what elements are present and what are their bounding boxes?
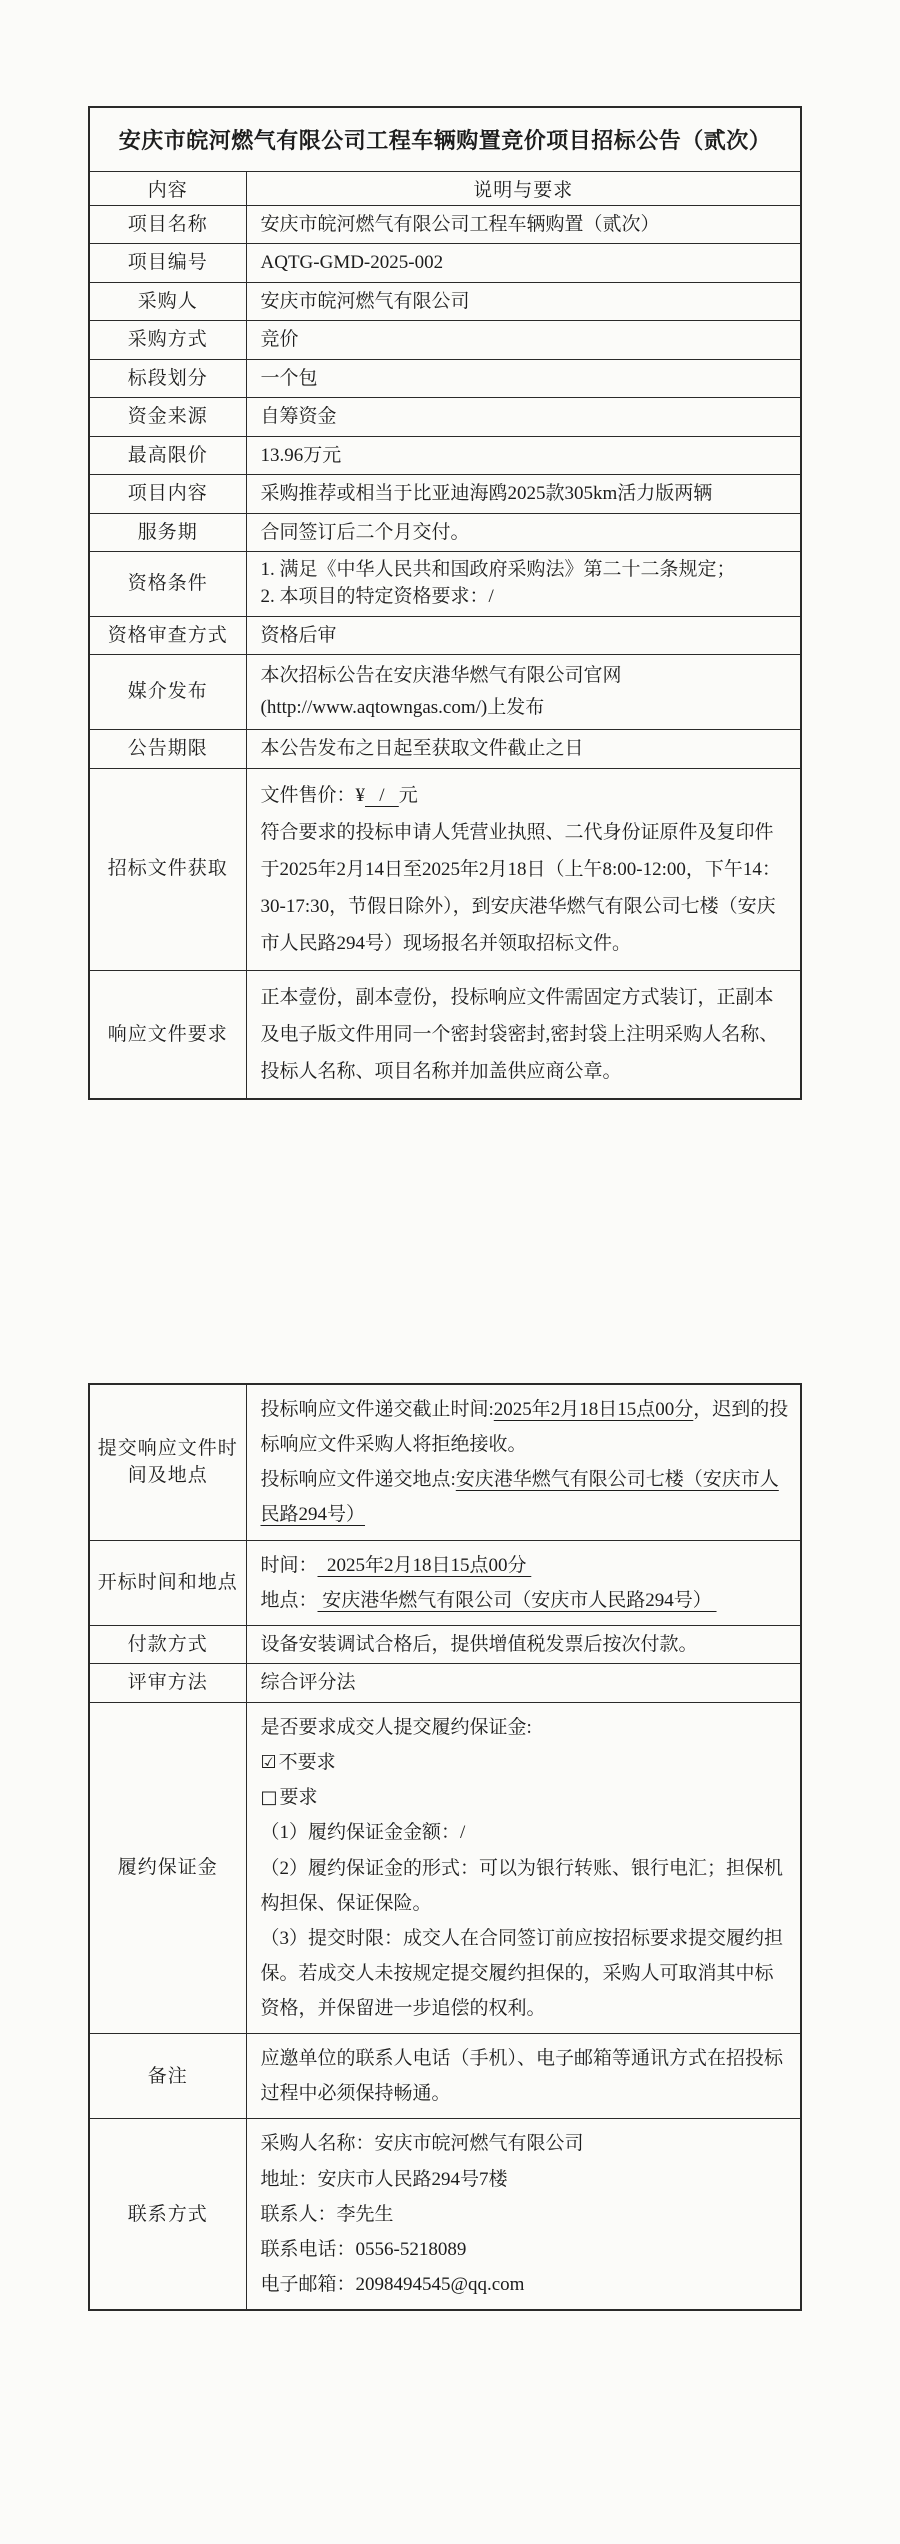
row-value: [246, 655, 801, 730]
option-label: 要求: [279, 1787, 318, 1809]
row-label: 履约保证金: [89, 1702, 246, 2033]
row-label: 评审方法: [89, 1664, 246, 1703]
price-prefix: 文件售价：¥: [260, 784, 366, 806]
table-row: [89, 1702, 801, 2033]
table-row: [89, 1384, 801, 1540]
header-content: 内容: [89, 171, 246, 205]
table-row: [89, 398, 801, 437]
bond-item-3: （3）提交时限：成交人在合同签订前应按招标要求提交履约担保。若成交人未按规定提交履约担保的，采购人可取消其中标资格，并保留进一步追偿的权利。: [260, 1927, 784, 2020]
unchecked-checkbox-icon: □: [260, 1787, 278, 1809]
row-label: 联系方式: [89, 2119, 246, 2310]
price-blank: /: [365, 784, 399, 806]
submission-info-table: [88, 1383, 802, 2311]
row-value: 资格后审: [246, 616, 801, 655]
row-value: 应邀单位的联系人电话（手机）、电子邮箱等通讯方式在招投标过程中必须保持畅通。: [246, 2034, 801, 2119]
bond-item-2: （2）履约保证金的形式：可以为银行转账、银行电汇；担保机构担保、保证保险。: [260, 1857, 784, 1914]
contact-phone: 联系电话：0556-5218089: [260, 2238, 467, 2260]
row-value: 自筹资金: [246, 398, 801, 437]
row-value: 安庆市皖河燃气有限公司: [246, 282, 801, 321]
row-label: 开标时间和地点: [89, 1540, 246, 1625]
table-row: [89, 970, 801, 1099]
place-underlined: 安庆港华燃气有限公司（安庆市人民路294号）: [317, 1589, 717, 1611]
deadline-prefix: 投标响应文件递交截止时间:: [260, 1399, 494, 1420]
document-price-line: [261, 777, 791, 814]
document-title: 安庆市皖河燃气有限公司工程车辆购置竞价项目招标公告（贰次）: [89, 107, 801, 171]
row-value: [246, 1540, 801, 1625]
deadline-suffix: ，迟到的投标响应文件采购人将拒绝接收。: [260, 1399, 789, 1456]
deadline-underlined: 2025年2月18日15点00分: [493, 1399, 694, 1420]
table-row: [89, 2034, 801, 2119]
row-label: 最高限价: [89, 436, 246, 475]
time-underlined: 2025年2月18日15点00分: [317, 1554, 532, 1576]
table-row: [89, 552, 801, 616]
bond-item-1: （1）履约保证金金额：/: [260, 1822, 466, 1844]
price-suffix: 元: [398, 784, 418, 806]
row-value: 综合评分法: [246, 1664, 801, 1703]
row-value: 本公告发布之日起至获取文件截止之日: [246, 729, 801, 768]
table-row: [89, 2119, 801, 2310]
row-label: 资格条件: [89, 552, 246, 616]
table-row: [89, 436, 801, 475]
bond-option-required: [261, 1780, 791, 1815]
header-row: [89, 171, 801, 205]
row-label: 标段划分: [89, 359, 246, 398]
row-value: 安庆市皖河燃气有限公司工程车辆购置（贰次）: [246, 205, 801, 244]
document-obtain-instructions: 符合要求的投标申请人凭营业执照、二代身份证原件及复印件于2025年2月14日至2025年2月18日（上午8:00-12:00，下午14：30-17:30，节假日除外），到安庆港华燃气有限公司七楼（安庆市人民路294号）现场报名并领取招标文件。: [260, 821, 781, 954]
row-value: 正本壹份，副本壹份，投标响应文件需固定方式装订，正副本及电子版文件用同一个密封袋密封,密封袋上注明采购人名称、投标人名称、项目名称并加盖供应商公章。: [246, 970, 801, 1099]
row-label: 项目名称: [89, 205, 246, 244]
bond-question: 是否要求成交人提交履约保证金:: [260, 1716, 532, 1738]
table-row: [89, 359, 801, 398]
row-value: [246, 1384, 801, 1540]
row-label: 项目内容: [89, 475, 246, 514]
table-row: [89, 1625, 801, 1664]
row-label: 资格审查方式: [89, 616, 246, 655]
bond-option-not-required: [261, 1745, 791, 1780]
option-label: 不要求: [278, 1752, 336, 1774]
header-description: 说明与要求: [246, 171, 801, 205]
qualification-item-1: 1. 满足《中华人民共和国政府采购法》第二十二条规定；: [260, 559, 736, 581]
row-label: 招标文件获取: [89, 768, 246, 970]
checked-checkbox-icon: ☑: [260, 1752, 277, 1774]
submission-deadline-line: [261, 1392, 791, 1462]
row-label: 采购人: [89, 282, 246, 321]
row-label: 资金来源: [89, 398, 246, 437]
row-value: [246, 1702, 801, 2033]
row-value: [246, 552, 801, 616]
row-label: 项目编号: [89, 244, 246, 283]
title-row: [89, 107, 801, 171]
row-value: 合同签订后二个月交付。: [246, 513, 801, 552]
row-label: 响应文件要求: [89, 970, 246, 1099]
table-row: [89, 282, 801, 321]
row-value: 13.96万元: [246, 436, 801, 475]
table-row: [89, 321, 801, 360]
row-value: 一个包: [246, 359, 801, 398]
row-value: [246, 2119, 801, 2310]
tender-notice-table: [88, 106, 802, 1100]
table-row: [89, 768, 801, 970]
row-label: 服务期: [89, 513, 246, 552]
contact-email: 电子邮箱：2098494545@qq.com: [260, 2274, 525, 2296]
row-label: 媒介发布: [89, 655, 246, 730]
row-value: [246, 768, 801, 970]
media-line: 本次招标公告在安庆港华燃气有限公司官网: [260, 665, 622, 687]
row-label: 公告期限: [89, 729, 246, 768]
table-row: [89, 1664, 801, 1703]
table-row: [89, 205, 801, 244]
time-prefix: 时间：: [260, 1554, 318, 1576]
row-value: 采购推荐或相当于比亚迪海鸥2025款305km活力版两辆: [246, 475, 801, 514]
table-row: [89, 729, 801, 768]
row-value: AQTG-GMD-2025-002: [246, 244, 801, 283]
table-row: [89, 616, 801, 655]
media-url: (http://www.aqtowngas.com/)上发布: [260, 697, 545, 719]
table-row: [89, 475, 801, 514]
row-label: 付款方式: [89, 1625, 246, 1664]
opening-time-line: [261, 1548, 791, 1583]
contact-address: 地址：安庆市人民路294号7楼: [260, 2168, 508, 2190]
table-row: [89, 244, 801, 283]
place-prefix: 投标响应文件递交地点:: [260, 1469, 456, 1491]
qualification-item-2: 2. 本项目的特定资格要求：/: [260, 586, 494, 608]
place-prefix: 地点：: [260, 1589, 318, 1611]
place-underlined: 安庆港华燃气有限公司七楼（安庆市人民路294号）: [260, 1469, 779, 1526]
contact-purchaser-name: 采购人名称：安庆市皖河燃气有限公司: [260, 2133, 584, 2155]
table-row: [89, 1540, 801, 1625]
row-value: 设备安装调试合格后，提供增值税发票后按次付款。: [246, 1625, 801, 1664]
opening-place-line: [261, 1583, 791, 1618]
row-label: 采购方式: [89, 321, 246, 360]
table-row: [89, 513, 801, 552]
contact-person: 联系人：李先生: [260, 2203, 394, 2225]
row-value: 竞价: [246, 321, 801, 360]
table-row: [89, 655, 801, 730]
row-label: 提交响应文件时间及地点: [89, 1384, 246, 1540]
row-label: 备注: [89, 2034, 246, 2119]
submission-place-line: [261, 1462, 791, 1532]
